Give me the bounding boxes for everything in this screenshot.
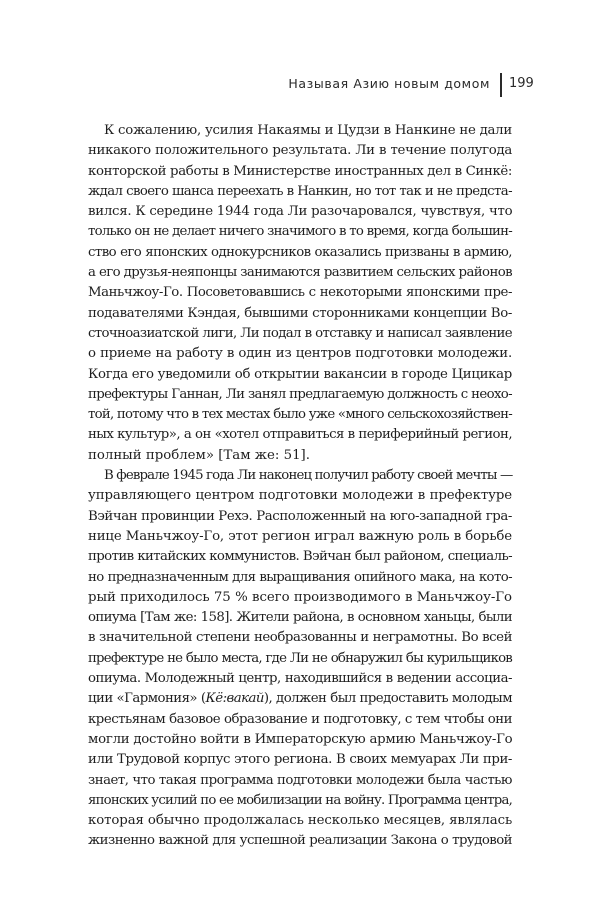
text-line: полный проблем» [Там же: 51]. [88,447,310,463]
text-line: в значительной степени необразованны и неграмотны. Во всей [88,630,512,646]
text-line: ждал своего шанса переехать в Нанкин, но тот так и не предста- [88,183,512,199]
text-line: против китайских коммунистов. Вэйчан был районом, специаль- [88,549,512,565]
text-line: В феврале 1945 года Ли наконец получил работу своей мечты — [104,468,513,484]
text-line: знает, что такая программа подготовки молодежи была частью [88,772,512,788]
text-line: нице Маньчжоу-Го, этот регион играл важную роль в борьбе [88,528,512,544]
text-line: которая обычно продолжалась несколько месяцев, являлась [88,813,513,829]
text-line: Маньчжоу-Го. Посоветовавшись с некоторыми японскими пре- [88,285,512,301]
text-segment: ), должен был предоставить молодым [263,691,512,707]
text-line: или Трудовой корпус этого региона. В своих мемуарах Ли при- [88,752,512,768]
text-line: префектуры Ганнан, Ли занял предлагаемую должность с неохо- [88,386,512,402]
text-line: префектуре не было места, где Ли не обнаружил бы курильщиков [88,650,512,666]
paragraph-2 [88,466,512,852]
text-segment: ции «Гармония» ( [88,691,206,707]
text-line: японских усилий по ее мобилизации на войну. Программа центра, [88,792,512,808]
text-line: конторской работы в Министерстве иностранных дел в Синкё: [88,163,513,179]
text-line: К сожалению, усилия Накаямы и Цудзи в Нанкине не дали [104,123,512,138]
header-divider [500,73,502,97]
text-line-with-italic [88,689,512,709]
text-line: Когда его уведомили об открытии вакансии в городе Цицикар [88,366,513,382]
text-line: вился. К середине 1944 года Ли разочаровался, чувствуя, что [88,204,513,220]
text-line: сточноазиатской лиги, Ли подал в отставку и написал заявление [88,325,512,341]
page-number: 199 [509,76,534,91]
running-title: Называя Азию новым домом [288,76,490,91]
text-line: о приеме на работу в один из центров подготовки молодежи. [88,346,512,362]
text-line: опиума [Там же: 158]. Жители района, в основном ханьцы, были [88,610,512,626]
italic-term: Кё:вакай [205,691,264,707]
body-text [88,121,512,852]
text-line: Вэйчан провинции Рехэ. Расположенный на юго-западной гра- [88,508,512,524]
text-line: только он не делает ничего значимого в то время, когда большин- [88,224,512,240]
running-header [0,73,600,97]
text-line: ных культур», а он «хотел отправиться в периферийный регион, [88,427,512,443]
text-line: а его друзья-неяпонцы занимаются развитием сельских районов [88,265,512,281]
text-line: но предназначенным для выращивания опийного мака, на кото- [88,569,512,585]
paragraph-1 [88,121,512,466]
text-line: рый приходилось 75 % всего производимого в Маньчжоу-Го [88,589,512,605]
text-line: жизненно важной для успешной реализации Закона о трудовой [88,833,512,849]
text-line: ство его японских однокурсников оказались призваны в армию, [88,244,512,260]
text-line: никакого положительного результата. Ли в течение полугода [88,143,512,159]
text-line: могли достойно войти в Императорскую армию Маньчжоу-Го [88,731,513,747]
text-line: той, потому что в тех местах было уже «много сельскохозяйствен- [88,407,513,423]
text-line: крестьянам базовое образование и подготовку, с тем чтобы они [88,711,512,727]
text-line: подавателями Кэндая, бывшими сторонниками концепции Во- [88,305,512,321]
text-line: управляющего центром подготовки молодежи в префектуре [88,488,512,504]
text-line: опиума. Молодежный центр, находившийся в ведении ассоциа- [88,671,512,687]
